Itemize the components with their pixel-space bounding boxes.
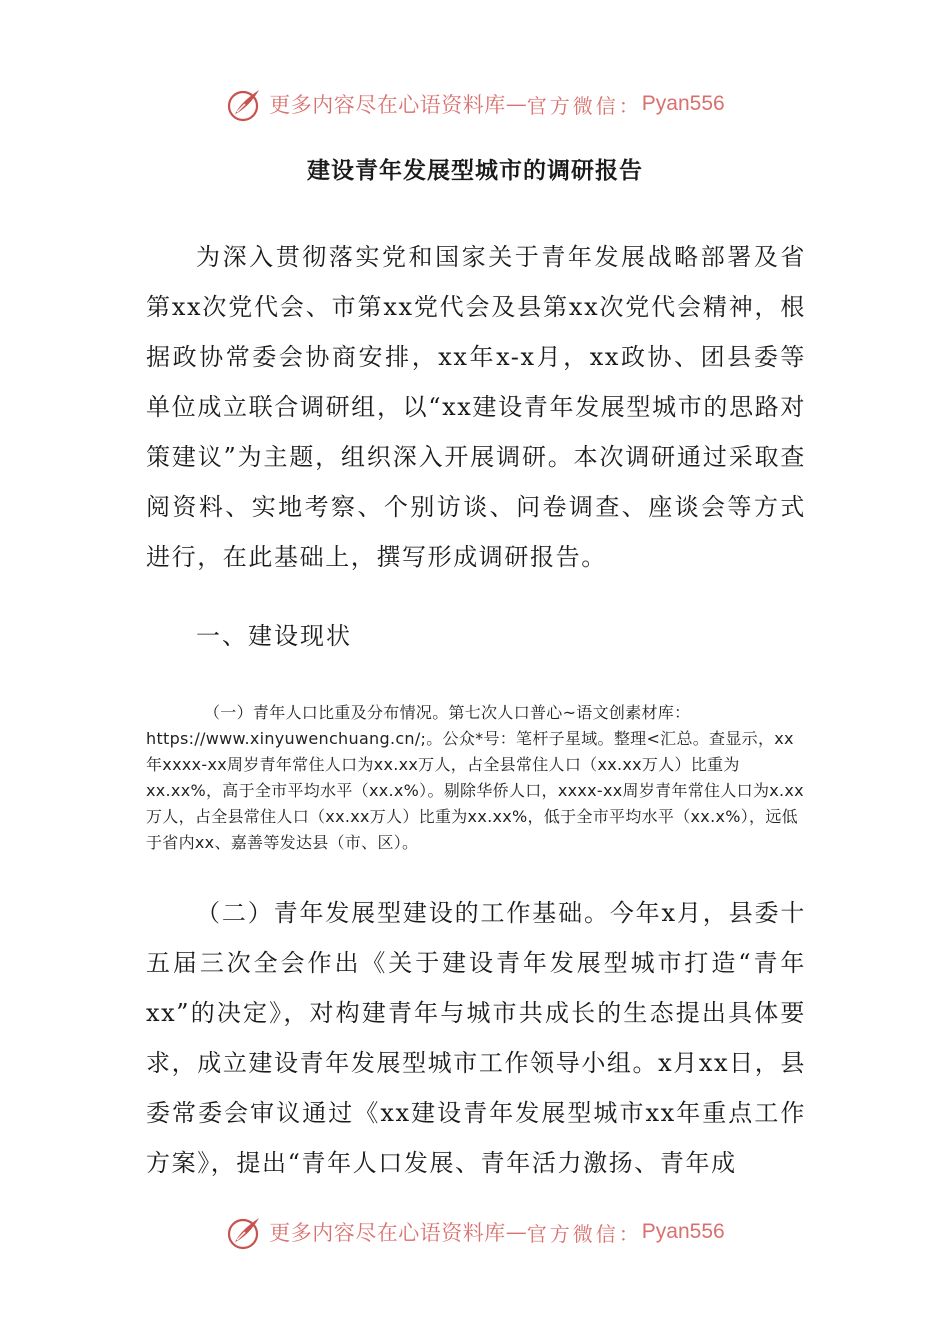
quill-logo-icon [225,84,265,124]
banner-text: 更多内容尽在心语资料库 [269,93,506,117]
section-heading: 一、建设现状 [196,622,352,650]
quill-logo-icon [225,1212,265,1252]
banner-wechat-id: Pyan556 [641,92,725,115]
document-title: 建设青年发展型城市的调研报告 [307,158,643,184]
banner-wechat-id: Pyan556 [641,1220,725,1243]
footer-banner [0,1210,950,1254]
header-banner [0,82,950,126]
banner-separator: — [505,92,527,116]
intro-paragraph: 为深入贯彻落实党和国家关于青年发展战略部署及省第xx次党代会、市第xx党代会及县第xx次党代会精神，根据政协常委会协商安排，xx年x-x月，xx政协、团县委等单位成立联合调研组，以“xx建设青年发展型城市的思路对策建议”为主题，组织深入开展调研。本次调研通过采取查阅资料、实地考察、个别访谈、问卷调查、座谈会等方式进行，在此基础上，撰写形成调研报告。 [146,243,806,571]
banner-separator: — [505,1220,527,1244]
banner-text: 更多内容尽在心语资料库 [269,1221,506,1245]
section-item-paragraph-2: （二）青年发展型建设的工作基础。今年x月，县委十五届三次全会作出《关于建设青年发展型城市打造“青年xx”的决定》，对构建青年与城市共成长的生态提出具体要求，成立建设青年发展型城市工作领导小组。x月xx日，县委常委会审议通过《xx建设青年发展型城市xx年重点工作方案》，提出“青年人口发展、青年活力激扬、青年成 [146,899,806,1177]
banner-wechat-label: 官方微信： [526,1221,642,1246]
section-item-paragraph: （一）青年人口比重及分布情况。第七次人口普心~语文创素材库：https://www.xinyuwenchuang.cn/;。公众*号：笔杆子星域。整理<汇总。查显示，xx年xxxx-xx周岁青年常住人口为xx.xx万人，占全县常住人口（xx.xx万人）比重为xx.xx%，高于全市平均水平（xx.x%）。剔除华侨人口，xxxx-xx周岁青年常住人口为x.xx万人，占全县常住人口（xx.xx万人）比重为xx.xx%，低于全市平均水平（xx.x%），远低于省内xx、嘉善等发达县（市、区）。 [146,703,804,852]
banner-wechat-label: 官方微信： [526,93,642,118]
